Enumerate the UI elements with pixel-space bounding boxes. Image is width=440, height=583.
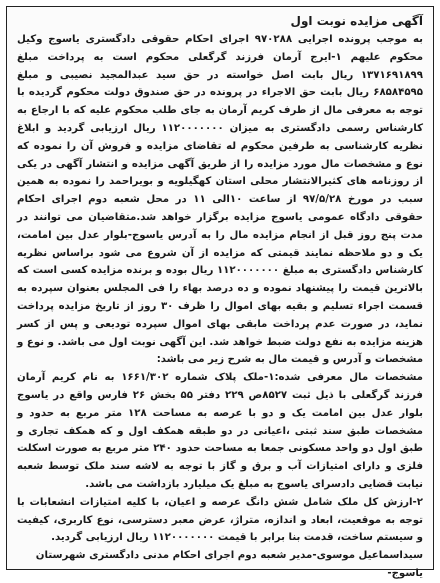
- notice-paragraph-property: مشخصات مال معرفی شده:۱-ملک پلاک شماره ۱۶۶۱/۳۰۲ به نام کریم آرمان فرزند گرگعلی با ذیل ثبت ۸۵۲۷ص ۲۲۹ دفتر ۵۵ بخش ۲۶ فارس واقع در یاسوج بلوار عدل بین امامت یک و دو با عرصه به مساحت ۱۲۸ متر مربع به حدود و مشخصات طبق سند ثبتی ،اعیانی در دو طبقه همکف اول و که همکف تجاری و طبق اول دو واحد مسکونی جمعا به مساحت حدود ۲۴۰ متر مربع به صورت اسکلت فلزی و دارای امتیازات آب و برق و گاز با توجه به لاشه سند ملک توسط شعبه نیابت قضایی دادسرای یاسوج به مبلغ یک میلیارد بازداشت می باشد.: [17, 372, 423, 490]
- auction-notice: [6, 6, 434, 579]
- notice-body: [17, 31, 423, 547]
- notice-title: آگهی مزایده نوبت اول: [290, 14, 423, 28]
- notice-paragraph-intro: به موجب پرونده اجرایی ۹۷۰۲۸۸ اجرای احکام حقوقی دادگستری یاسوج وکیل محکوم علیهم ۱-ایرج آرمان فرزند گرگعلی محکوم است به پرداخت مبلغ ۱۳۷۱۶۹۱۸۹۹ ریال بابت اصل خواسته در حق سید عبدالمجید نصیبی و مبلغ ۶۸۵۸۴۵۹۵ ریال بابت حق الاجراء در پرونده در حق صندوق دولت محکوم گردیده با توجه به معرفی مال از طرف کریم آرمان به جای طلب محکوم علیه که با ارجاع به کارشناس رسمی دادگستری به میزان ۱۱۲۰۰۰۰۰۰۰ ریال ارزیابی گردید و ابلاغ نظریه کارشناسی به طرفین محکوم له تقاضای مزایده و فروش آن را نموده که نوع و مشخصات مال مورد مزایده را از طریق آگهی مزایده و انتشار آگهی در یکی از روزنامه های کثیرالانتشار محلی استان کهگیلویه و بویراحمد را نموده به همین سبب در مورخ ۹۷/۵/۲۸ از ساعت ۱۰الی ۱۱ در محل شعبه دوم اجرای احکام حقوقی دادگاه عمومی یاسوج مزایده برگزار خواهد شد.متقاضیان می توانند در مدت پنج روز قبل از انجام مزایده مال را به آدرس یاسوج-بلوار عدل بین امامت، یک و دو ملاحظه نمایند قیمتی که مزایده از آن شروع می شود براساس نظریه کارشناس دادگستری به مبلغ ۱۱۲۰۰۰۰۰۰۰ ریال بوده و برنده مزایده کسی است که بالاترین قیمت را پیشنهاد نموده و ده درصد بهاء را فی المجلس بعنوان سپرده به قسمت اجراء تسلیم و بقیه بهای اموال را ظرف ۳۰ روز از تاریخ مزایده پرداخت نماید، در صورت عدم پرداخت مابقی بهای اموال سپرده تودیعی و پس از کسر هزینه مزایده به نفع دولت ضبط خواهد شد. این آگهی نوبت اول می باشد. و نوع و مشخصات و آدرس و قیمت مال به شرح زیر می باشد:: [17, 34, 424, 366]
- notice-signature: سیداسماعیل موسوی-مدیر شعبه دوم اجرای احکام مدنی دادگستری شهرستان یاسوج-: [35, 550, 423, 579]
- notice-paragraph-valuation: ۲-ارزش کل ملک شامل شش دانگ عرصه و اعیان، با کلیه امتیازات انشعابات با توجه به موقعیت، ابعاد و اندازه، متراژ، عرض معبر دسترسی، نوع کاربری، کیفیت و سیستم ساخت، قدمت بنا برابر با قیمت ۱۱۲۰۰۰۰۰۰۰ ریال ارزیابی گردید.: [17, 496, 423, 544]
